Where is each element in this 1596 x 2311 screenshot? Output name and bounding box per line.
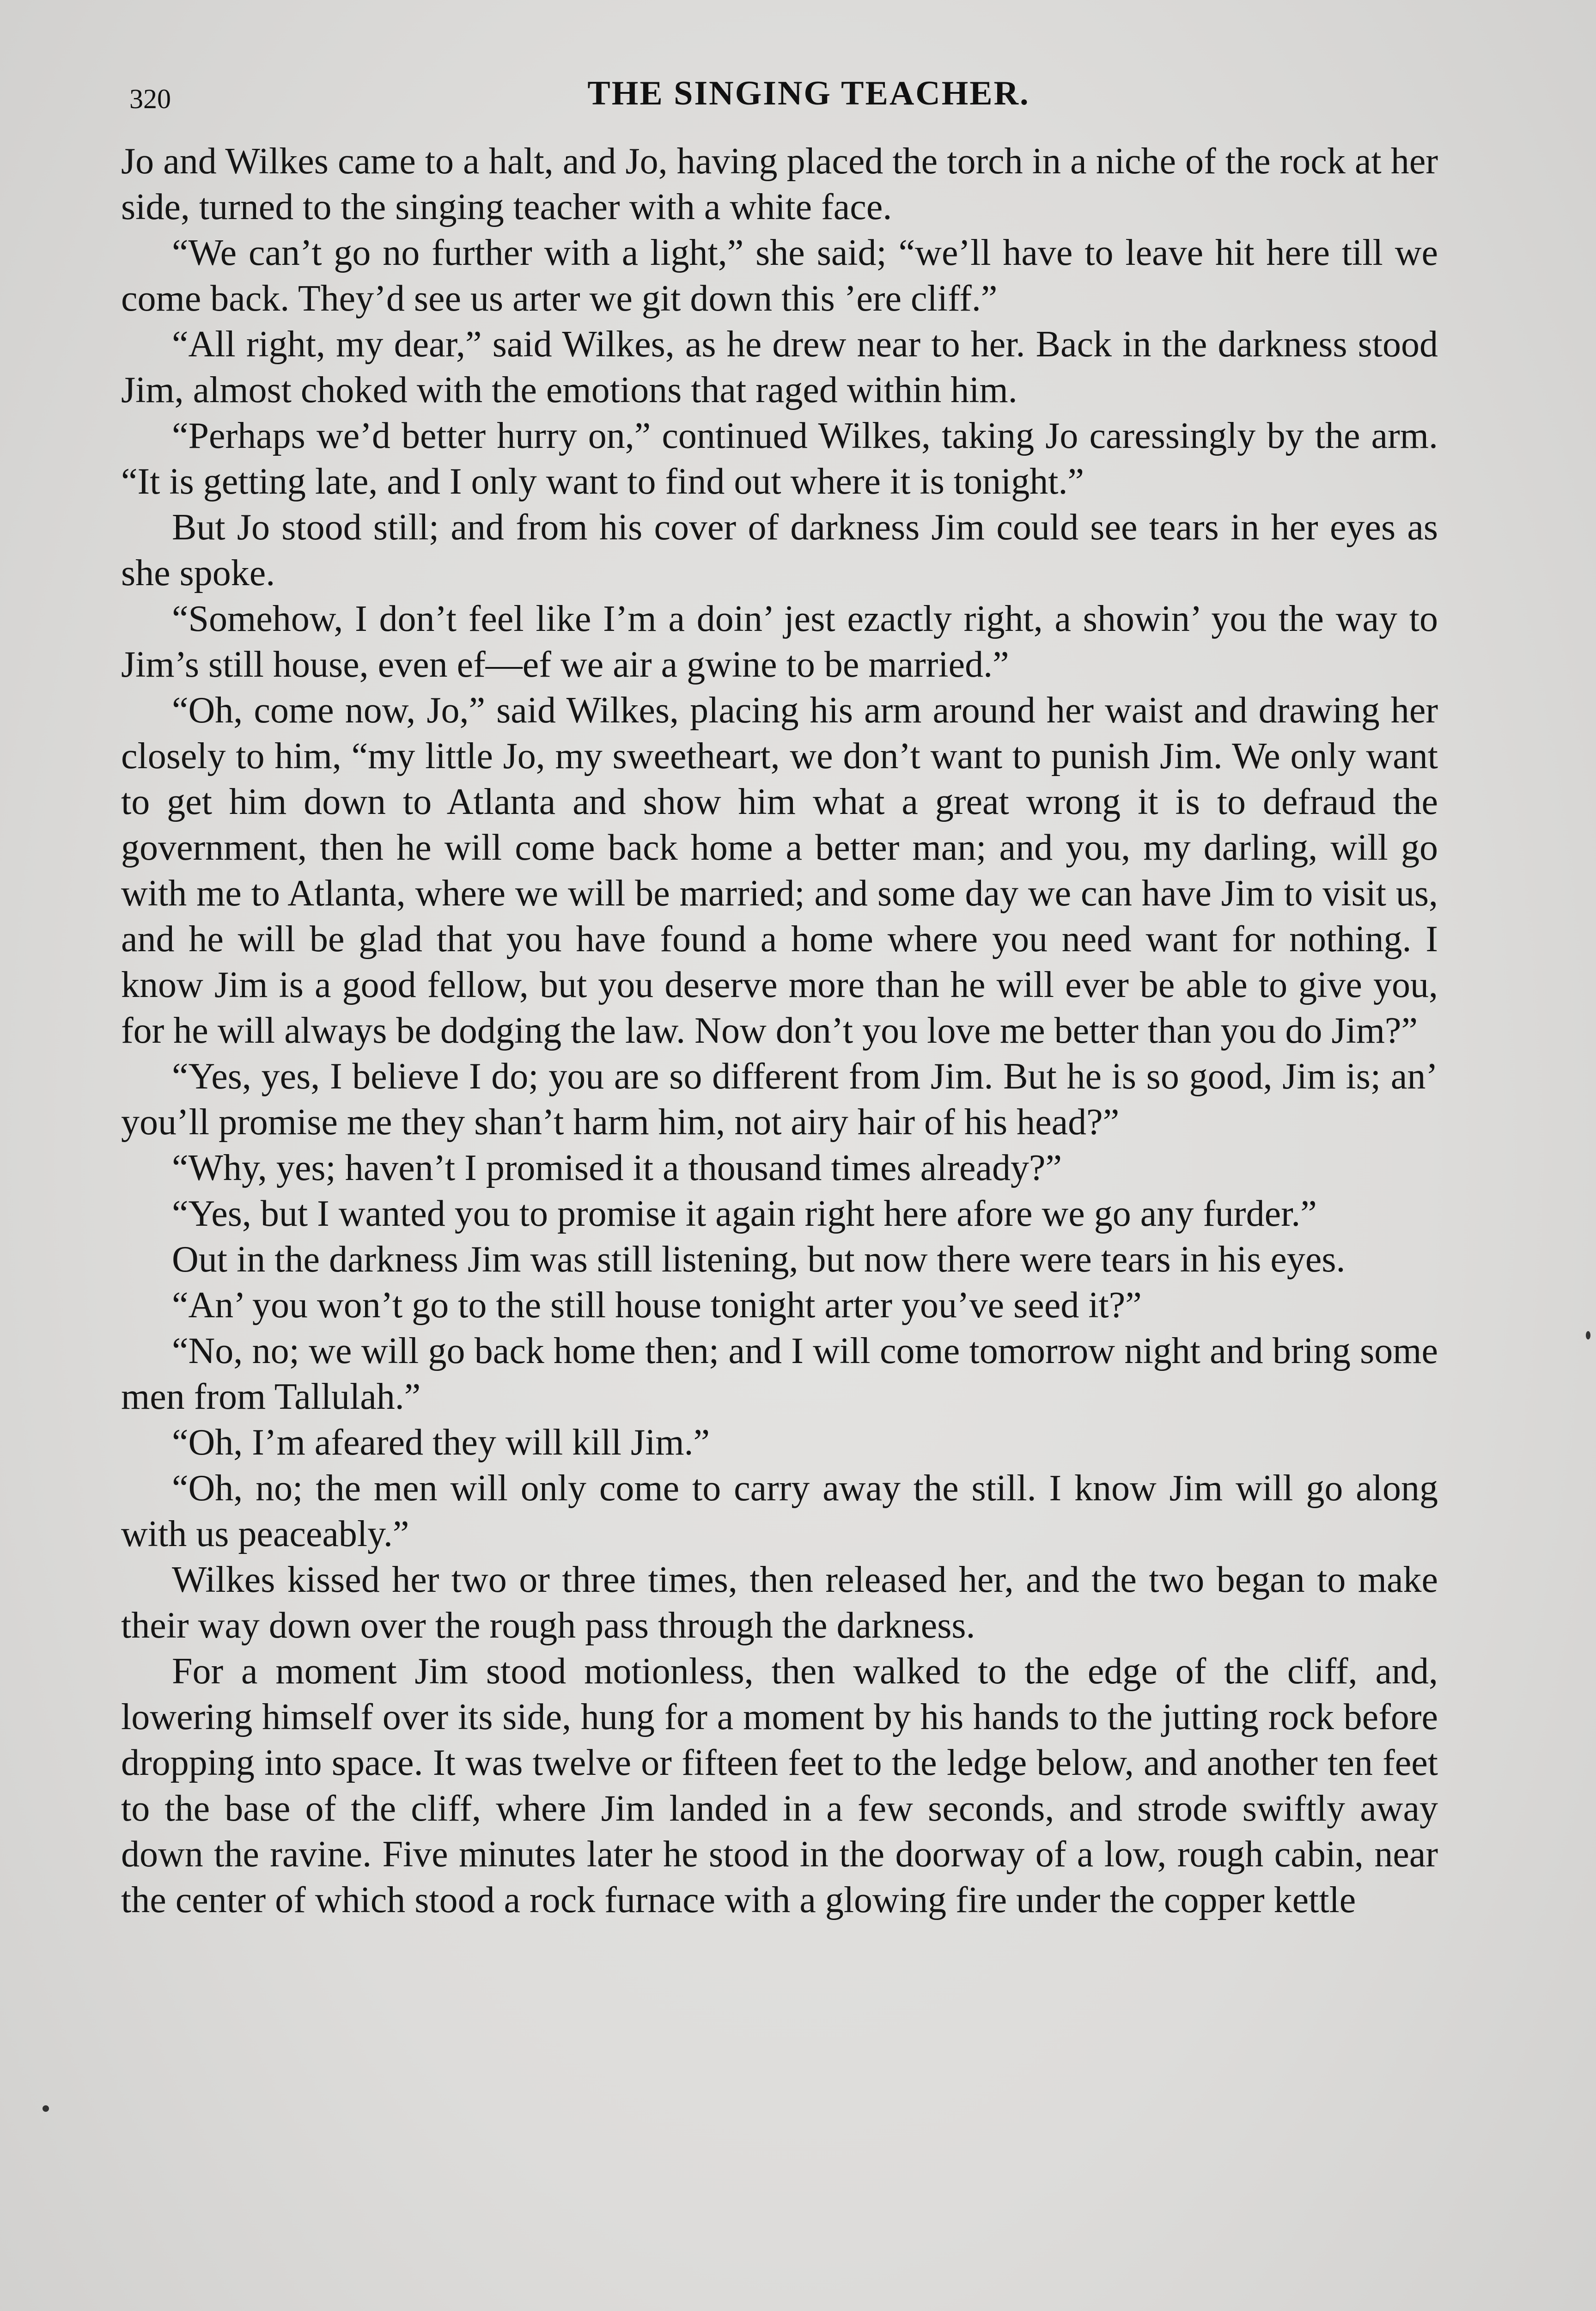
paragraph: But Jo stood still; and from his cover of darkness Jim could see tears in her eyes as she spoke.	[121, 507, 1438, 593]
paragraph: “Perhaps we’d better hurry on,” continued Wilkes, taking Jo caressingly by the arm. “It is getting late, and I only want to find out where it is tonight.”	[121, 416, 1438, 502]
paragraph: “Somehow, I don’t feel like I’m a doin’ jest ezactly right, a showin’ you the way to Jim’s still house, even ef—ef we air a gwine to be married.”	[121, 599, 1438, 685]
running-title: THE SINGING TEACHER.	[587, 74, 1030, 112]
paragraph: “Oh, I’m afeared they will kill Jim.”	[172, 1422, 710, 1463]
paragraph: “Yes, yes, I believe I do; you are so different from Jim. But he is so good, Jim is; an’ you’ll promise me they shan’t harm him, not airy hair of his head?”	[121, 1056, 1438, 1143]
page-header	[129, 74, 1488, 125]
paragraph: “An’ you won’t go to the still house tonight arter you’ve seed it?”	[172, 1285, 1142, 1326]
paragraph: “Oh, no; the men will only come to carry away the still. I know Jim will go along with us peaceably.”	[121, 1468, 1438, 1554]
paragraph: “Why, yes; haven’t I promised it a thousand times already?”	[172, 1148, 1062, 1188]
paragraph: “All right, my dear,” said Wilkes, as he drew near to her. Back in the darkness stood Jim, almost choked with the emotions that raged within him.	[121, 324, 1438, 410]
body-text	[121, 139, 1438, 1923]
paragraph: Out in the darkness Jim was still listening, but now there were tears in his eyes.	[172, 1239, 1346, 1280]
paragraph: “We can’t go no further with a light,” she said; “we’ll have to leave hit here till we come back. They’d see us arter we git down this ’ere cliff.”	[121, 232, 1438, 319]
page-number: 320	[129, 84, 171, 114]
paragraph: “Oh, come now, Jo,” said Wilkes, placing his arm around her waist and drawing her closely to him, “my little Jo, my sweetheart, we don’t want to punish Jim. We only want to get him down to Atlanta and show him what a great wrong it is to defraud the government, then he will come back home a better man; and you, my darling, will go with me to Atlanta, where we will be married; and some day we can have Jim to visit us, and he will be glad that you have found a home where you need want for nothing. I know Jim is a good fellow, but you deserve more than he will ever be able to give you, for he will always be dodging the law. Now don’t you love me better than you do Jim?”	[121, 690, 1438, 1051]
paragraph: “No, no; we will go back home then; and I will come tomorrow night and bring some men from Tallulah.”	[121, 1331, 1438, 1417]
ink-speck	[43, 2105, 49, 2112]
paragraph: For a moment Jim stood motionless, then walked to the edge of the cliff, and, lowering himself over its side, hung for a moment by his hands to the jutting rock before dropping into space. It was twelve or fifteen feet to the ledge below, and another ten feet to the base of the cliff, where Jim landed in a few seconds, and strode swiftly away down the ravine. Five minutes later he stood in the doorway of a low, rough cabin, near the center of which stood a rock furnace with a glowing fire under the copper kettle	[121, 1651, 1438, 1920]
paragraph: Jo and Wilkes came to a halt, and Jo, having placed the torch in a niche of the rock at her side, turned to the singing teacher with a white face.	[121, 141, 1438, 227]
ink-speck	[1586, 1331, 1590, 1339]
paragraph: Wilkes kissed her two or three times, then released her, and the two began to make their way down over the rough pass through the darkness.	[121, 1559, 1438, 1646]
paragraph: “Yes, but I wanted you to promise it again right here afore we go any furder.”	[172, 1193, 1317, 1234]
